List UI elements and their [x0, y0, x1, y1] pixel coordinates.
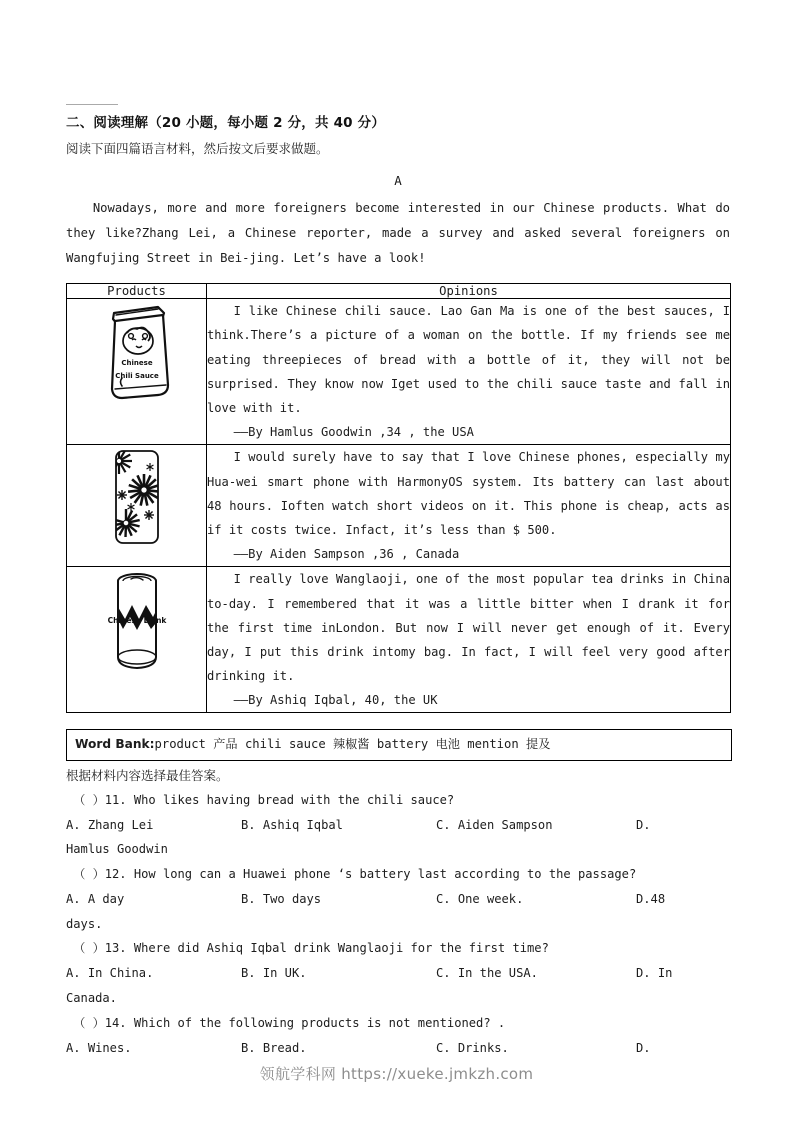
opinion-cell	[207, 299, 731, 445]
table-row	[67, 445, 731, 567]
option-14-b[interactable]: B. Bread.	[241, 1040, 307, 1055]
section-subheading: 阅读下面四篇语言材料，然后按文后要求做题。	[66, 141, 329, 157]
option-12-c[interactable]: C. One week.	[436, 891, 524, 906]
option-11-d[interactable]: D.	[636, 817, 651, 832]
section-heading: 二、阅读理解（20 小题，每小题 2 分，共 40 分）	[66, 115, 386, 131]
option-11-c[interactable]: C. Aiden Sampson	[436, 817, 553, 832]
option-12-d[interactable]: D.48	[636, 891, 666, 906]
option-12-b[interactable]: B. Two days	[241, 891, 322, 906]
option-11-a[interactable]: A. Zhang Lei	[66, 817, 154, 832]
horizontal-rule	[66, 104, 118, 105]
opinion-cell	[207, 567, 731, 713]
passage-label: A	[394, 173, 402, 189]
opinion-attribution: ——By Hamlus Goodwin ,34 , the USA	[233, 425, 474, 440]
table-row	[67, 299, 731, 445]
site-watermark: 领航学科网 https://xueke.jmkzh.com	[259, 1065, 534, 1083]
word-bank-entries: product 产品 chili sauce 辣椒酱 battery 电池 mention 提及	[154, 737, 551, 752]
option-13-d-wrap[interactable]: Canada.	[66, 991, 117, 1006]
question-stem-11: （ ）11. Who likes having bread with the chili sauce?	[73, 792, 455, 807]
option-12-a[interactable]: A. A day	[66, 891, 125, 906]
question-options-13	[66, 961, 730, 986]
question-stem-12: （ ）12. How long can a Huawei phone ‘s battery last according to the passage?	[73, 867, 637, 882]
option-13-c[interactable]: C. In the USA.	[436, 966, 538, 981]
question-options-11	[66, 813, 730, 838]
option-12-d-wrap[interactable]: days.	[66, 916, 103, 931]
option-13-a[interactable]: A. In China.	[66, 966, 154, 981]
chili-sauce-jar-icon	[100, 299, 174, 403]
question-options-14	[66, 1036, 730, 1061]
opinion-attribution: ——By Ashiq Iqbal, 40, the UK	[233, 693, 438, 708]
product-label-top: Chinese	[120, 359, 153, 368]
question-stem-13: （ ）13. Where did Ashiq Iqbal drink Wanglaoji for the first time?	[73, 941, 549, 956]
product-cell-drink-can	[67, 567, 207, 713]
table-header-row	[67, 284, 731, 299]
smartphone-floral-icon	[109, 445, 165, 549]
option-14-c[interactable]: C. Drinks.	[436, 1040, 509, 1055]
product-cell-smartphone	[67, 445, 207, 567]
option-13-d[interactable]: D. In	[636, 966, 673, 981]
passage-intro: Nowadays, more and more foreigners become interested in our Chinese products. What do they like?Zhang Lei, a Chinese reporter, made a survey and asked several foreigners on Wangfujing Street in Bei-jing. Let’s have a look!	[66, 201, 730, 266]
opinion-text: I really love Wanglaoji, one of the most popular tea drinks in China to-day. I remembered that it was a little bitter when I drank it for the first time inLondon. But now I will never get enough of it. Every day, I put this drink intomy bag. In fact, I will feel very good after drinking it.	[207, 572, 730, 684]
question-stem-14: （ ）14. Which of the following products is not mentioned? .	[73, 1015, 506, 1030]
option-14-a[interactable]: A. Wines.	[66, 1040, 132, 1055]
column-header-opinions: Opinions	[207, 284, 731, 299]
option-14-d[interactable]: D.	[636, 1040, 651, 1055]
answer-instruction: 根据材料内容选择最佳答案。	[66, 767, 229, 783]
question-options-12	[66, 887, 730, 912]
column-header-products: Products	[67, 284, 207, 299]
word-bank-title: Word Bank:	[75, 737, 155, 752]
opinion-cell	[207, 445, 731, 567]
product-label-bottom: Chili Sauce	[114, 372, 159, 381]
word-bank-line	[75, 735, 723, 753]
option-11-b[interactable]: B. Ashiq Iqbal	[241, 817, 343, 832]
page-content	[66, 104, 730, 1060]
opinion-attribution: ——By Aiden Sampson ,36 , Canada	[233, 547, 460, 562]
option-13-b[interactable]: B. In UK.	[241, 966, 307, 981]
option-11-d-wrap[interactable]: Hamlus Goodwin	[66, 842, 168, 857]
opinion-text: I like Chinese chili sauce. Lao Gan Ma is one of the best sauces, I think.There’s a picture of a woman on the bottle. If my friends see me eating threepieces of bread with a bottle of it, they will not be surprised. They know now Iget used to the chili sauce taste and fall in love with it.	[207, 304, 730, 416]
product-label-top: Chinese Drink	[107, 616, 166, 626]
survey-table	[66, 283, 731, 713]
drink-can-icon	[106, 567, 168, 675]
product-cell-chili-sauce	[67, 299, 207, 445]
table-row	[67, 567, 731, 713]
opinion-text: I would surely have to say that I love Chinese phones, especially my Hua-wei smart phone with HarmonyOS system. Its battery can last about 48 hours. Ioften watch short videos on it. This phone is cheap, acts as if it costs twice. Infact, it’s less than $ 500.	[207, 450, 730, 537]
word-bank-box	[66, 729, 732, 760]
